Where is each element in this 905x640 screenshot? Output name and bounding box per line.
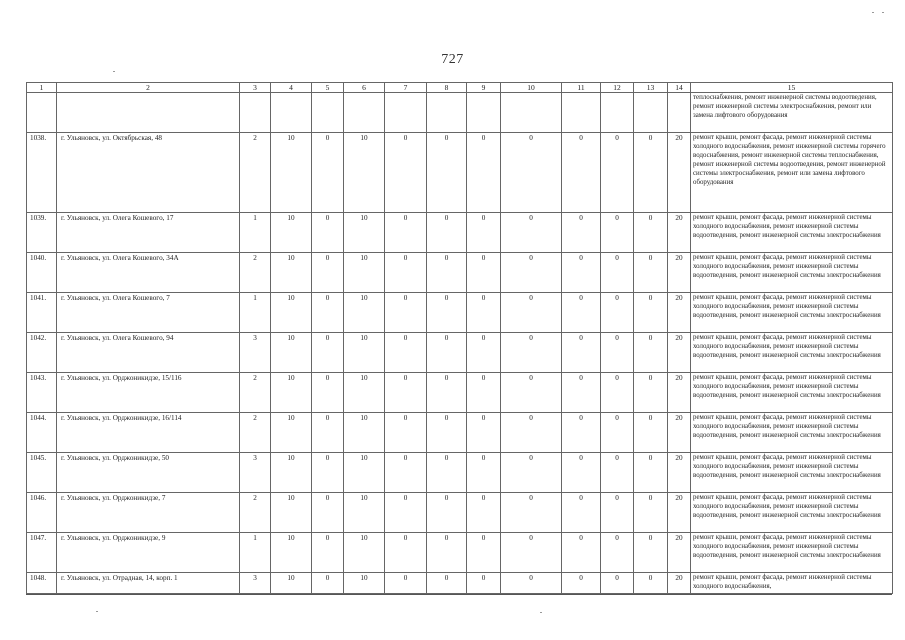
work-cell: ремонт крыши, ремонт фасада, ремонт инженерной системы холодного водоснабжения, ремонт инженерной системы водоотведения, ремонт инженерной системы электроснабжения	[691, 213, 893, 253]
row-number: 1043.	[27, 373, 57, 413]
value-cell: 10	[344, 413, 385, 453]
value-cell: 0	[634, 133, 668, 213]
value-cell: 0	[312, 373, 344, 413]
value-cell: 10	[271, 373, 312, 413]
value-cell: 0	[501, 133, 562, 213]
value-cell: 2	[240, 413, 271, 453]
table-container	[26, 82, 892, 595]
value-cell: 0	[385, 493, 427, 533]
value-cell: 20	[668, 133, 691, 213]
value-cell: 1	[240, 533, 271, 573]
value-cell: 0	[562, 413, 601, 453]
value-cell: 0	[601, 373, 634, 413]
work-cell: ремонт крыши, ремонт фасада, ремонт инженерной системы холодного водоснабжения,	[691, 573, 893, 594]
work-cell: ремонт крыши, ремонт фасада, ремонт инженерной системы холодного водоснабжения, ремонт инженерной системы водоотведения, ремонт инженерной системы электроснабжения	[691, 373, 893, 413]
value-cell: 10	[271, 133, 312, 213]
value-cell: 20	[668, 533, 691, 573]
value-cell: 0	[312, 533, 344, 573]
value-cell: 20	[668, 213, 691, 253]
value-cell: 20	[668, 253, 691, 293]
value-cell: 0	[385, 373, 427, 413]
value-cell: 3	[240, 333, 271, 373]
row-number: 1047.	[27, 533, 57, 573]
value-cell: 0	[312, 293, 344, 333]
value-cell: 0	[601, 413, 634, 453]
value-cell: 0	[634, 533, 668, 573]
value-cell: 0	[427, 133, 467, 213]
row-number: 1039.	[27, 213, 57, 253]
row-number: 1040.	[27, 253, 57, 293]
header-cell: 12	[601, 83, 634, 93]
value-cell: 0	[427, 333, 467, 373]
value-cell: 0	[385, 213, 427, 253]
value-cell: 0	[501, 493, 562, 533]
value-cell: 0	[501, 213, 562, 253]
data-table	[26, 82, 893, 594]
table-row	[27, 333, 893, 373]
page-number: 727	[441, 52, 464, 67]
table-body	[27, 133, 893, 594]
value-cell: 0	[501, 453, 562, 493]
value-cell: 0	[467, 133, 501, 213]
work-cell: ремонт крыши, ремонт фасада, ремонт инженерной системы холодного водоснабжения, ремонт инженерной системы водоотведения, ремонт инженерной системы электроснабжения	[691, 253, 893, 293]
value-cell: 0	[467, 533, 501, 573]
value-cell: 10	[271, 213, 312, 253]
work-cell: ремонт крыши, ремонт фасада, ремонт инженерной системы холодного водоснабжения, ремонт инженерной системы водоотведения, ремонт инженерной системы электроснабжения	[691, 333, 893, 373]
header-cell: 3	[240, 83, 271, 93]
header-cell: 8	[427, 83, 467, 93]
value-cell: 0	[562, 453, 601, 493]
value-cell: 0	[562, 293, 601, 333]
row-number: 1044.	[27, 413, 57, 453]
value-cell: 0	[427, 533, 467, 573]
value-cell: 0	[385, 333, 427, 373]
value-cell: 20	[668, 493, 691, 533]
row-number: 1046.	[27, 493, 57, 533]
value-cell: 10	[271, 453, 312, 493]
header-cell: 1	[27, 83, 57, 93]
value-cell: 0	[501, 573, 562, 594]
value-cell: 0	[634, 373, 668, 413]
value-cell: 0	[634, 453, 668, 493]
address-cell: г. Ульяновск, ул. Олега Кошевого, 94	[57, 333, 240, 373]
value-cell: 0	[501, 333, 562, 373]
value-cell: 0	[562, 133, 601, 213]
value-cell: 0	[562, 573, 601, 594]
value-cell: 0	[634, 413, 668, 453]
value-cell: 10	[344, 493, 385, 533]
work-cell: ремонт крыши, ремонт фасада, ремонт инженерной системы холодного водоснабжения, ремонт инженерной системы водоотведения, ремонт инженерной системы электроснабжения	[691, 453, 893, 493]
value-cell: 2	[240, 373, 271, 413]
value-cell: 0	[427, 493, 467, 533]
value-cell: 10	[271, 573, 312, 594]
value-cell: 1	[240, 293, 271, 333]
value-cell: 0	[385, 453, 427, 493]
value-cell: 0	[467, 573, 501, 594]
table-row	[27, 413, 893, 453]
work-cell: ремонт крыши, ремонт фасада, ремонт инженерной системы холодного водоснабжения, ремонт инженерной системы водоотведения, ремонт инженерной системы электроснабжения	[691, 413, 893, 453]
value-cell: 0	[501, 413, 562, 453]
value-cell: 10	[271, 293, 312, 333]
value-cell: 10	[344, 373, 385, 413]
value-cell: 2	[240, 133, 271, 213]
value-cell: 0	[501, 373, 562, 413]
value-cell: 0	[601, 573, 634, 594]
value-cell: 0	[501, 293, 562, 333]
value-cell: 0	[634, 333, 668, 373]
value-cell: 0	[385, 413, 427, 453]
value-cell: 0	[601, 213, 634, 253]
value-cell: 10	[344, 333, 385, 373]
value-cell: 0	[562, 333, 601, 373]
address-cell: г. Ульяновск, ул. Орджоникидзе, 16/114	[57, 413, 240, 453]
value-cell: 10	[344, 293, 385, 333]
value-cell: 0	[601, 253, 634, 293]
value-cell: 0	[562, 373, 601, 413]
value-cell: 10	[344, 133, 385, 213]
value-cell: 20	[668, 453, 691, 493]
value-cell: 20	[668, 293, 691, 333]
value-cell: 0	[312, 413, 344, 453]
value-cell: 0	[312, 453, 344, 493]
value-cell: 3	[240, 573, 271, 594]
value-cell: 20	[668, 573, 691, 594]
value-cell: 0	[385, 133, 427, 213]
header-cell: 13	[634, 83, 668, 93]
table-row	[27, 253, 893, 293]
table-row	[27, 493, 893, 533]
continuation-row	[27, 93, 893, 133]
value-cell: 0	[467, 373, 501, 413]
scan-speck	[113, 71, 115, 72]
value-cell: 0	[601, 453, 634, 493]
value-cell: 0	[601, 293, 634, 333]
value-cell: 10	[344, 253, 385, 293]
scan-speck	[882, 12, 884, 13]
value-cell: 0	[312, 133, 344, 213]
work-cell: ремонт крыши, ремонт фасада, ремонт инженерной системы холодного водоснабжения, ремонт инженерной системы водоотведения, ремонт инженерной системы электроснабжения	[691, 493, 893, 533]
value-cell: 1	[240, 213, 271, 253]
value-cell: 0	[312, 333, 344, 373]
table-row	[27, 533, 893, 573]
value-cell: 2	[240, 253, 271, 293]
value-cell: 0	[467, 293, 501, 333]
value-cell: 0	[562, 533, 601, 573]
table-row	[27, 453, 893, 493]
value-cell: 0	[385, 573, 427, 594]
value-cell: 0	[312, 573, 344, 594]
value-cell: 20	[668, 373, 691, 413]
value-cell: 0	[467, 333, 501, 373]
work-cell: ремонт крыши, ремонт фасада, ремонт инженерной системы холодного водоснабжения, ремонт инженерной системы горячего водоснабжения, ремонт инженерной системы теплоснабжения, ремонт инженерной системы водоотведения, ремонт инженерной системы электроснабжения, ремонт или замена лифтового оборудования	[691, 133, 893, 213]
value-cell: 0	[427, 453, 467, 493]
value-cell: 0	[562, 493, 601, 533]
value-cell: 10	[344, 533, 385, 573]
value-cell: 0	[467, 413, 501, 453]
header-cell: 4	[271, 83, 312, 93]
table-row	[27, 133, 893, 213]
row-number: 1041.	[27, 293, 57, 333]
header-cell: 2	[57, 83, 240, 93]
header-cell: 14	[668, 83, 691, 93]
value-cell: 10	[344, 453, 385, 493]
scan-speck	[96, 611, 98, 612]
scan-speck	[872, 12, 874, 13]
value-cell: 0	[467, 213, 501, 253]
row-number: 1045.	[27, 453, 57, 493]
value-cell: 0	[601, 533, 634, 573]
table-row	[27, 213, 893, 253]
address-cell: г. Ульяновск, ул. Олега Кошевого, 7	[57, 293, 240, 333]
value-cell: 10	[271, 493, 312, 533]
value-cell: 0	[562, 213, 601, 253]
value-cell: 20	[668, 333, 691, 373]
value-cell: 0	[312, 493, 344, 533]
value-cell: 0	[467, 253, 501, 293]
value-cell: 0	[467, 453, 501, 493]
value-cell: 3	[240, 453, 271, 493]
header-row	[27, 83, 893, 93]
value-cell: 0	[427, 293, 467, 333]
value-cell: 0	[634, 573, 668, 594]
value-cell: 0	[467, 493, 501, 533]
table-row	[27, 573, 893, 594]
value-cell: 10	[271, 413, 312, 453]
work-cell: ремонт крыши, ремонт фасада, ремонт инженерной системы холодного водоснабжения, ремонт инженерной системы водоотведения, ремонт инженерной системы электроснабжения	[691, 533, 893, 573]
value-cell: 0	[634, 253, 668, 293]
value-cell: 0	[601, 333, 634, 373]
address-cell: г. Ульяновск, ул. Октябрьская, 48	[57, 133, 240, 213]
value-cell: 0	[427, 253, 467, 293]
header-cell: 7	[385, 83, 427, 93]
table-row	[27, 373, 893, 413]
row-number: 1038.	[27, 133, 57, 213]
value-cell: 0	[427, 573, 467, 594]
value-cell: 0	[634, 293, 668, 333]
address-cell: г. Ульяновск, ул. Олега Кошевого, 17	[57, 213, 240, 253]
value-cell: 0	[634, 213, 668, 253]
address-cell: г. Ульяновск, ул. Орджоникидзе, 9	[57, 533, 240, 573]
value-cell: 0	[427, 373, 467, 413]
address-cell: г. Ульяновск, ул. Орджоникидзе, 50	[57, 453, 240, 493]
value-cell: 20	[668, 413, 691, 453]
work-cell: теплоснабжения, ремонт инженерной системы водоотведения, ремонт инженерной системы электроснабжения, ремонт или замена лифтового оборудования	[691, 93, 893, 133]
address-cell: г. Ульяновск, ул. Орджоникидзе, 7	[57, 493, 240, 533]
row-number: 1042.	[27, 333, 57, 373]
header-cell: 5	[312, 83, 344, 93]
header-cell: 10	[501, 83, 562, 93]
value-cell: 10	[344, 213, 385, 253]
value-cell: 10	[271, 333, 312, 373]
value-cell: 0	[312, 213, 344, 253]
address-cell: г. Ульяновск, ул. Отрадная, 14, корп. 1	[57, 573, 240, 594]
header-cell: 9	[467, 83, 501, 93]
value-cell: 10	[271, 533, 312, 573]
value-cell: 0	[385, 253, 427, 293]
value-cell: 10	[344, 573, 385, 594]
header-cell: 11	[562, 83, 601, 93]
table-row	[27, 293, 893, 333]
value-cell: 0	[501, 533, 562, 573]
value-cell: 0	[427, 413, 467, 453]
scan-speck	[540, 612, 542, 613]
address-cell: г. Ульяновск, ул. Олега Кошевого, 34А	[57, 253, 240, 293]
value-cell: 0	[562, 253, 601, 293]
value-cell: 0	[385, 293, 427, 333]
address-cell: г. Ульяновск, ул. Орджоникидзе, 15/116	[57, 373, 240, 413]
value-cell: 0	[601, 493, 634, 533]
header-cell: 6	[344, 83, 385, 93]
header-cell: 15	[691, 83, 893, 93]
value-cell: 0	[385, 533, 427, 573]
value-cell: 2	[240, 493, 271, 533]
value-cell: 0	[427, 213, 467, 253]
value-cell: 0	[312, 253, 344, 293]
row-number: 1048.	[27, 573, 57, 594]
work-cell: ремонт крыши, ремонт фасада, ремонт инженерной системы холодного водоснабжения, ремонт инженерной системы водоотведения, ремонт инженерной системы электроснабжения	[691, 293, 893, 333]
value-cell: 0	[501, 253, 562, 293]
value-cell: 0	[601, 133, 634, 213]
value-cell: 0	[634, 493, 668, 533]
value-cell: 10	[271, 253, 312, 293]
